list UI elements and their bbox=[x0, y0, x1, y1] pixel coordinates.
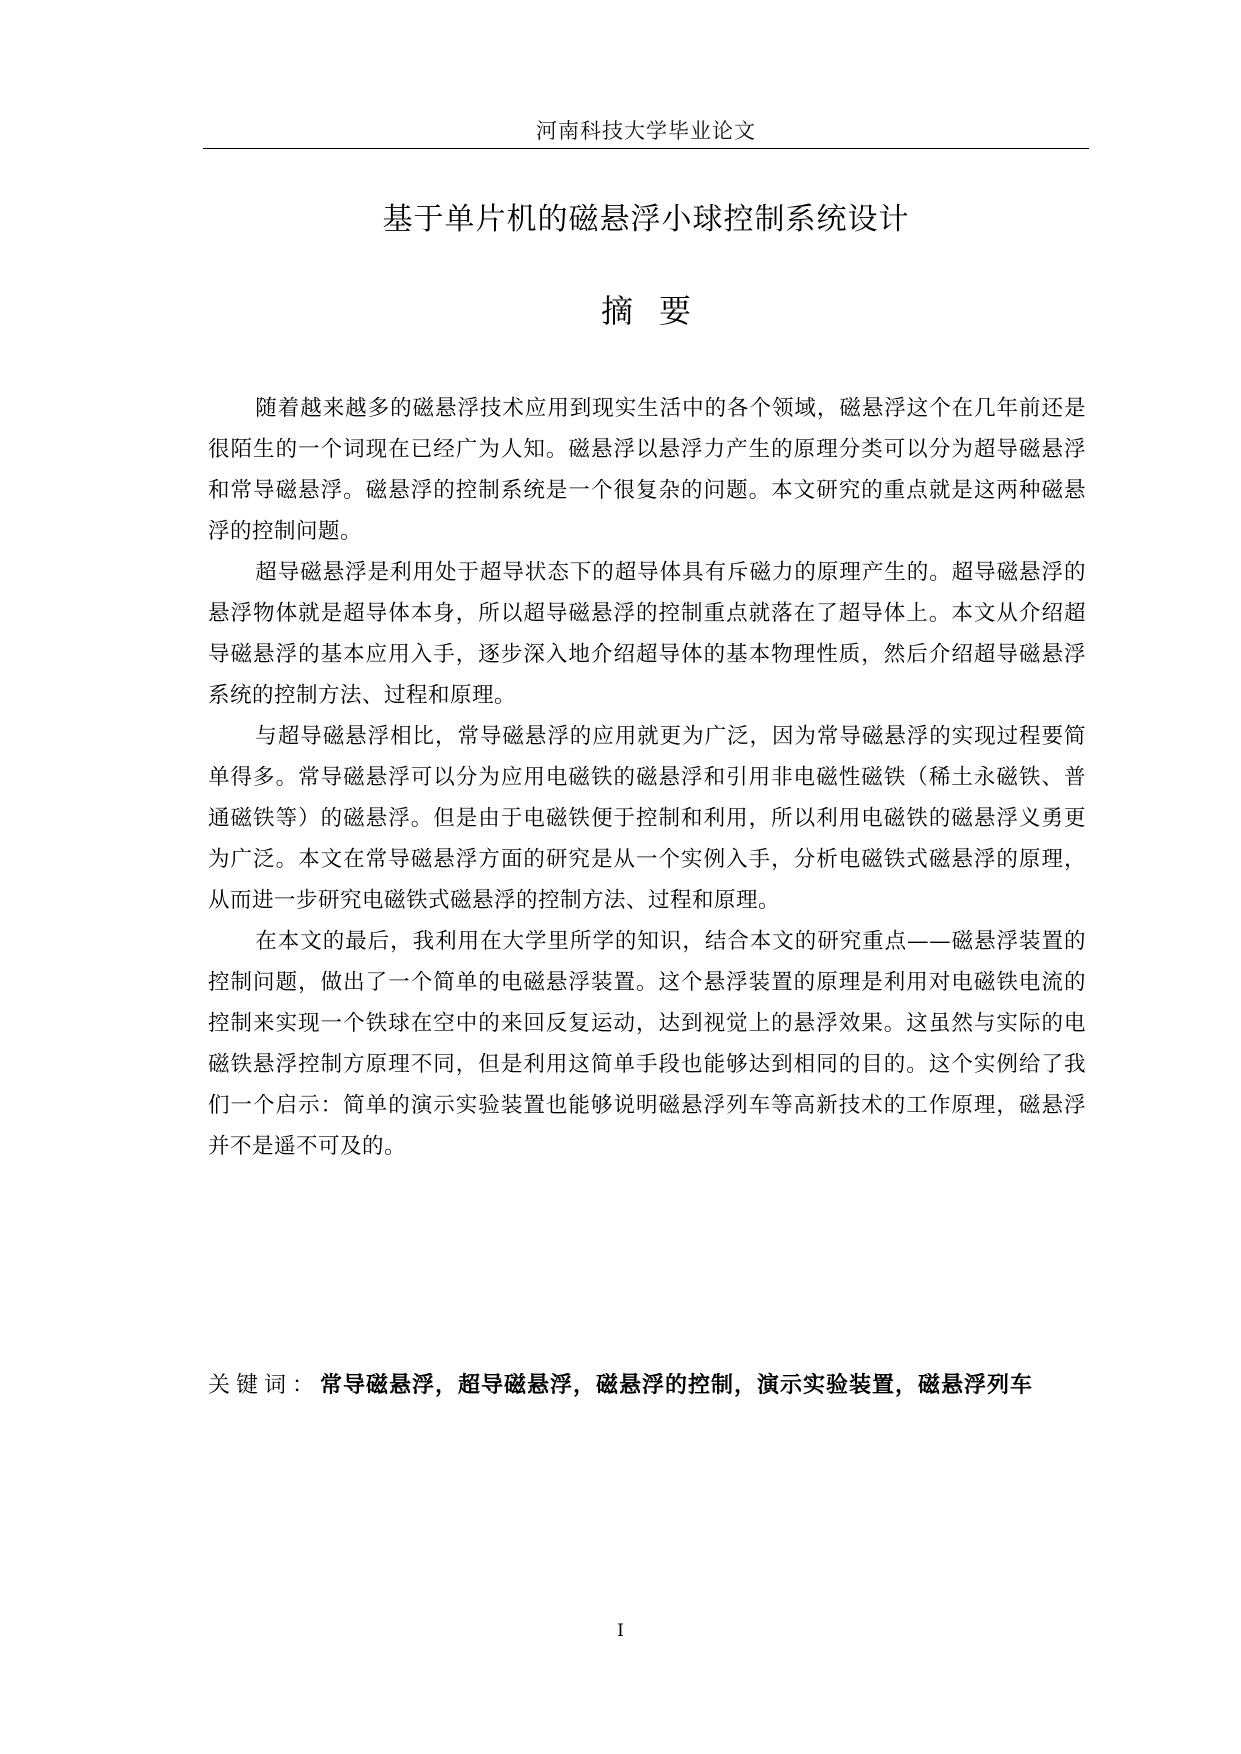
keywords-text: 常导磁悬浮，超导磁悬浮，磁悬浮的控制，演示实验装置，磁悬浮列车 bbox=[320, 1373, 1034, 1398]
abstract-paragraph: 随着越来越多的磁悬浮技术应用到现实生活中的各个领域，磁悬浮这个在几年前还是很陌生的一个词现在已经广为人知。磁悬浮以悬浮力产生的原理分类可以分为超导磁悬浮和常导磁悬浮。磁悬浮的控制系统是一个很复杂的问题。本文研究的重点就是这两种磁悬浮的控制问题。 bbox=[208, 396, 1086, 544]
keywords-line bbox=[208, 1364, 1086, 1407]
abstract-body bbox=[208, 388, 1086, 1167]
abstract-heading: 摘要 bbox=[600, 292, 717, 330]
header-divider bbox=[203, 148, 1089, 149]
page-number: I bbox=[617, 1621, 624, 1641]
running-header: 河南科技大学毕业论文 bbox=[536, 119, 756, 143]
abstract-paragraph: 与超导磁悬浮相比，常导磁悬浮的应用就更为广泛，因为常导磁悬浮的实现过程要简单得多。常导磁悬浮可以分为应用电磁铁的磁悬浮和引用非电磁性磁铁（稀土永磁铁、普通磁铁等）的磁悬浮。但是由于电磁铁便于控制和利用，所以利用电磁铁的磁悬浮义勇更为广泛。本文在常导磁悬浮方面的研究是从一个实例入手，分析电磁铁式磁悬浮的原理，从而进一步研究电磁铁式磁悬浮的控制方法、过程和原理。 bbox=[208, 724, 1086, 913]
abstract-paragraph: 超导磁悬浮是利用处于超导状态下的超导体具有斥磁力的原理产生的。超导磁悬浮的悬浮物体就是超导体本身，所以超导磁悬浮的控制重点就落在了超导体上。本文从介绍超导磁悬浮的基本应用入手，逐步深入地介绍超导体的基本物理性质，然后介绍超导磁悬浮系统的控制方法、过程和原理。 bbox=[208, 560, 1086, 708]
abstract-paragraph: 在本文的最后，我利用在大学里所学的知识，结合本文的研究重点——磁悬浮装置的控制问题，做出了一个简单的电磁悬浮装置。这个悬浮装置的原理是利用对电磁铁电流的控制来实现一个铁球在空中的来回反复运动，达到视觉上的悬浮效果。这虽然与实际的电磁铁悬浮控制方原理不同，但是利用这简单手段也能够达到相同的目的。这个实例给了我们一个启示：简单的演示实验装置也能够说明磁悬浮列车等高新技术的工作原理，磁悬浮并不是遥不可及的。 bbox=[208, 929, 1086, 1159]
keywords-label: 关键词： bbox=[208, 1373, 321, 1398]
thesis-title: 基于单片机的磁悬浮小球控制系统设计 bbox=[382, 202, 910, 237]
